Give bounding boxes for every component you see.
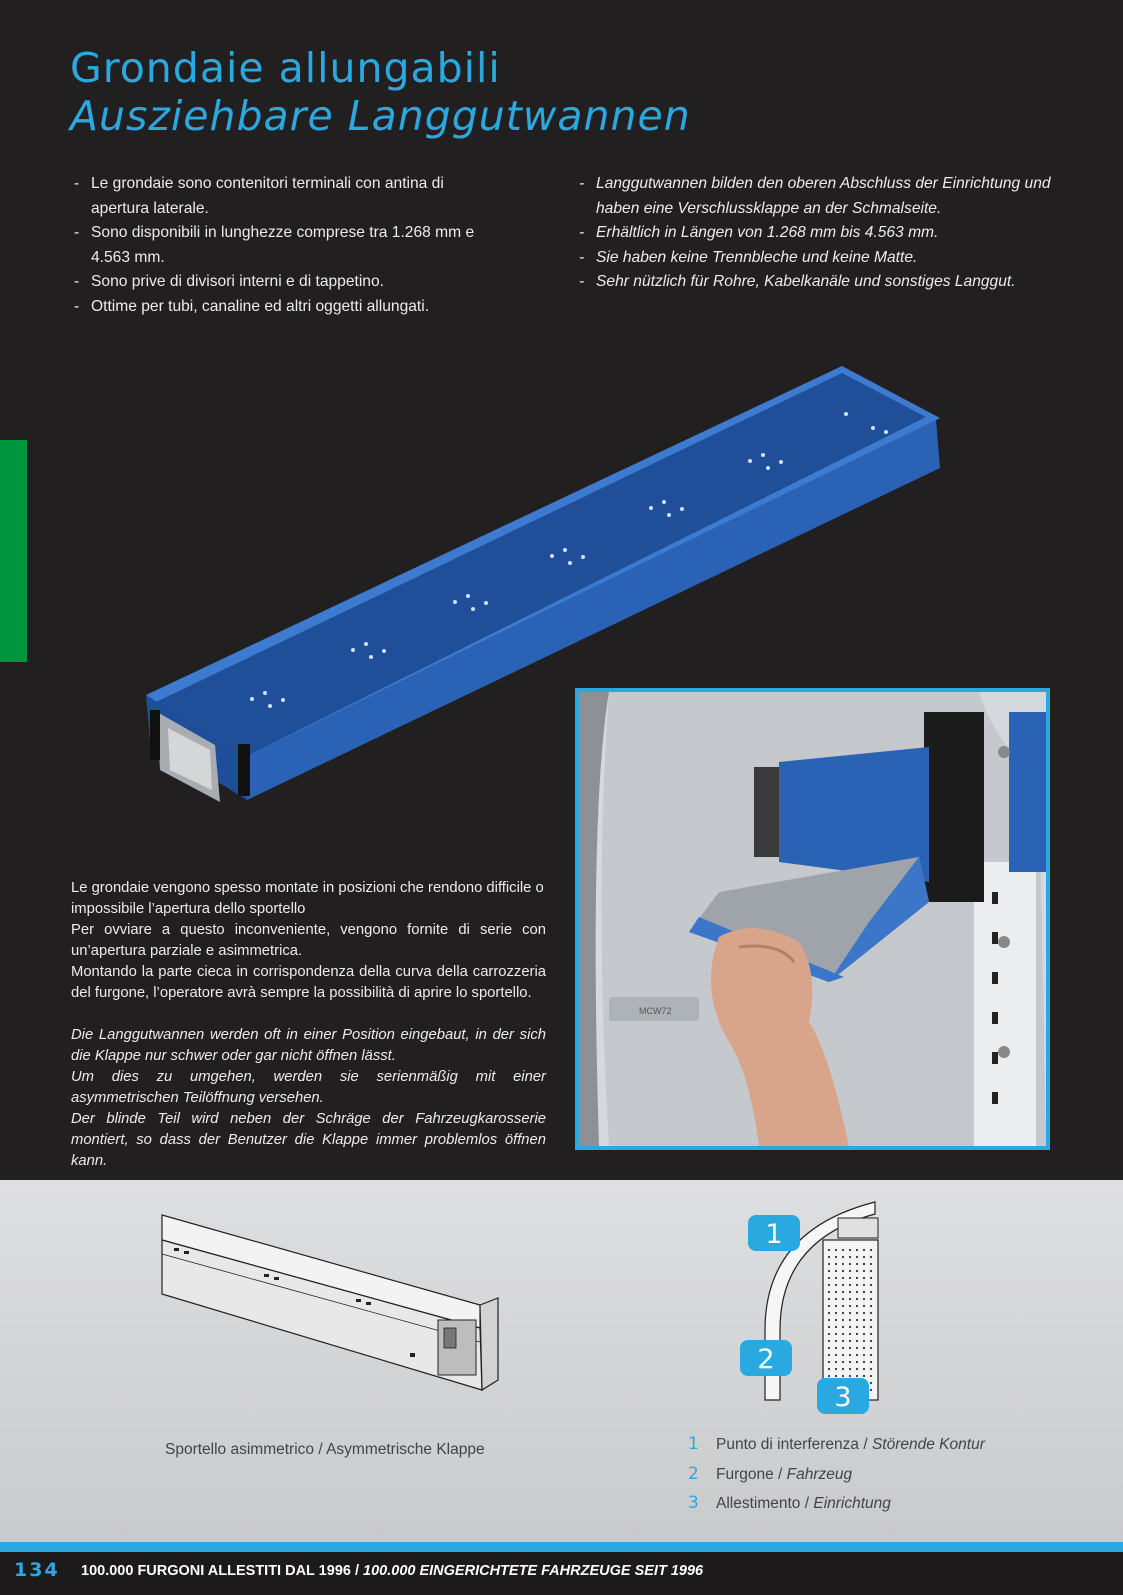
perforation-dot [856,1368,858,1370]
legend-text-it: Furgone [716,1465,774,1483]
perforation-dot [842,1270,844,1272]
perforation-dot [849,1263,851,1265]
perforation-dot [856,1326,858,1328]
diagram-legend [688,1430,985,1519]
paragraph: Die Langgutwannen werden oft in einer Position eingebaut, in der sich die Klappe nur schwer oder gar nicht öffnen lässt. [71,1027,546,1064]
description-italian [71,878,546,1004]
perforation-dot [842,1368,844,1370]
perforation-dot [842,1340,844,1342]
perforation-dot [835,1298,837,1300]
perforation-dot [828,1368,830,1370]
perforation-dot [835,1354,837,1356]
bullet-item: - Ottime per tubi, canaline ed altri oggetti allungati. [71,295,491,320]
perforation-dot [856,1249,858,1251]
legend-text-de: Störende Kontur [871,1436,985,1453]
perforation-dot [842,1347,844,1349]
perforation-dot [863,1319,865,1321]
perforation-dot [849,1347,851,1349]
paragraph: Um dies zu umgehen, werden sie serienmäßig mit einer asymmetrischen Teilöffnung versehen. [71,1069,546,1106]
perforation-dot [870,1256,872,1258]
perforation-dot [828,1277,830,1279]
perforation-dot [849,1368,851,1370]
legend-separator: / [859,1436,872,1453]
perforation-dot [849,1340,851,1342]
perforation-dot [828,1298,830,1300]
perforation-dot [835,1319,837,1321]
perforation-dot [835,1375,837,1377]
perforation-dot [835,1284,837,1286]
perforation-dot [828,1263,830,1265]
perforation-dot [863,1368,865,1370]
perforation-dot [835,1347,837,1349]
bullet-item: - Sono prive di divisori interni e di tappetino. [71,270,491,295]
perforation-dot [870,1340,872,1342]
perforation-dot [849,1326,851,1328]
perforation-dot [863,1291,865,1293]
description-german [71,1025,546,1172]
perforation-dot [828,1319,830,1321]
badge-2-label: 2 [757,1344,775,1375]
perforation-dot [842,1361,844,1363]
bullet-item: - Langgutwannen bilden den oberen Abschluss der Einrichtung und haben eine Verschlussklappe an der Schmalseite. [576,172,1066,221]
perforation-dot [856,1256,858,1258]
bullet-item: - Le grondaie sono contenitori terminali con antina di apertura laterale. [71,172,491,221]
perforation-dot [842,1263,844,1265]
legend-separator: / [773,1465,787,1483]
legend-text-de: Einrichtung [813,1495,891,1512]
footer-text-it: 100.000 FURGONI ALLESTITI DAL 1996 / [81,1563,364,1579]
perforation-dot [863,1347,865,1349]
perforation-dot [863,1340,865,1342]
perforation-dot [849,1361,851,1363]
legend-number: 2 [688,1463,699,1484]
paragraph: Montando la parte cieca in corrispondenza della curva della carrozzeria del furgone, l’operatore avrà sempre la possibilità di aprire lo sportello. [71,964,546,1001]
bullet-item: - Sie haben keine Trennbleche und keine Matte. [576,246,1066,271]
perforation-dot [870,1291,872,1293]
perforation-dot [856,1298,858,1300]
perforation-dot [828,1340,830,1342]
perforation-dot [828,1375,830,1377]
perforation-dot [828,1284,830,1286]
perforation-dot [842,1354,844,1356]
badge-3 [817,1378,869,1414]
perforation-dot [856,1312,858,1314]
perforation-dot [842,1256,844,1258]
perforation-dot [842,1298,844,1300]
perforation-dot [828,1291,830,1293]
legend-text-it: Allestimento [716,1495,801,1512]
perforation-dot [849,1291,851,1293]
perforation-dot [828,1361,830,1363]
perforation-dot [856,1340,858,1342]
legend-item [688,1430,985,1460]
perforation-dot [870,1270,872,1272]
legend-number: 1 [688,1434,699,1454]
footer-text-de: 100.000 EINGERICHTETE FAHRZEUGE SEIT 1996 [363,1563,704,1579]
perforation-dot [849,1354,851,1356]
perforation-dot [870,1389,872,1391]
legend-separator: / [800,1495,814,1512]
perforation-dot [863,1284,865,1286]
perforation-dot [870,1326,872,1328]
perforation-dot [842,1312,844,1314]
legend-text-it: Punto di interferenza [716,1436,860,1453]
legend-item [688,1489,985,1519]
paragraph: Der blinde Teil wird neben der Schräge der Fahrzeugkarosserie montiert, so dass der Benutzer die Klappe immer problemlos öffnen kann. [71,1111,546,1169]
perforation-dot [863,1263,865,1265]
perforation-dot [849,1333,851,1335]
perforation-dot [856,1375,858,1377]
perforation-dot [849,1298,851,1300]
perforation-dot [863,1298,865,1300]
perforation-dot [863,1249,865,1251]
perforation-dot [870,1312,872,1314]
perforation-dot [835,1270,837,1272]
perforation-dot [863,1354,865,1356]
asymmetric-flap-drawing [160,1210,500,1390]
perforation-dot [842,1375,844,1377]
photo-illustration [579,692,1046,1146]
perforation-dot [863,1375,865,1377]
legend-item [688,1460,985,1490]
perforation-dot [849,1312,851,1314]
perforation-dot [849,1305,851,1307]
caption-asymmetric-flap: Sportello asimmetrico / Asymmetrische Klappe [165,1441,485,1458]
perforation-dot [863,1326,865,1328]
photo-label: MCW72 [639,1006,672,1016]
perforation-dot [842,1277,844,1279]
footer-accent-bar [0,1542,1123,1552]
perforation-dot [828,1312,830,1314]
perforation-dot [870,1249,872,1251]
legend-text-de: Fahrzeug [786,1465,853,1483]
perforation-dot [828,1354,830,1356]
perforation-dot [835,1312,837,1314]
perforation-dot [828,1333,830,1335]
perforation-dot [863,1361,865,1363]
perforation-dot [828,1270,830,1272]
perforation-dot [870,1382,872,1384]
perforation-dot [828,1347,830,1349]
paragraph: Le grondaie vengono spesso montate in posizioni che rendono difficile o impossibile l’apertura dello sportello [71,880,544,917]
perforation-dot [870,1333,872,1335]
perforation-dot [863,1333,865,1335]
installation-photo [575,688,1050,1150]
perforation-dot [828,1256,830,1258]
perforation-dot [856,1284,858,1286]
paragraph: Per ovviare a questo inconveniente, vengono fornite di serie con un’apertura parziale e asimmetrica. [71,922,546,959]
perforation-dot [849,1249,851,1251]
perforation-dot [842,1333,844,1335]
perforation-dot [863,1305,865,1307]
perforation-dot [835,1263,837,1265]
perforation-dot [849,1284,851,1286]
perforation-dot [870,1361,872,1363]
badge-1-label: 1 [765,1219,783,1250]
page-number: 134 [14,1559,60,1581]
perforation-dot [856,1263,858,1265]
perforation-dot [870,1368,872,1370]
perforation-dot [870,1284,872,1286]
perforation-dot [835,1277,837,1279]
perforation-dot [856,1361,858,1363]
perforation-dot [835,1326,837,1328]
perforation-dot [828,1305,830,1307]
perforation-dot [828,1249,830,1251]
perforation-dot [835,1361,837,1363]
badge-1 [748,1215,800,1251]
perforation-dot [856,1277,858,1279]
perforation-dot [870,1305,872,1307]
interference-diagram [745,1200,945,1420]
perforation-dot [842,1249,844,1251]
perforation-dot [828,1326,830,1328]
perforation-dot [849,1277,851,1279]
perforation-dot [856,1347,858,1349]
perforation-dot [835,1368,837,1370]
perforation-dot [863,1270,865,1272]
perforation-dot [856,1333,858,1335]
perforation-dot [863,1277,865,1279]
bullet-item: - Sehr nützlich für Rohre, Kabelkanäle und sonstiges Langgut. [576,270,1066,295]
title-german: Ausziehbare Langgutwannen [70,92,691,140]
perforation-dot [870,1319,872,1321]
perforation-dot [835,1249,837,1251]
perforation-dot [842,1291,844,1293]
perforation-dot [856,1305,858,1307]
perforation-dot [842,1326,844,1328]
perforation-dot [835,1305,837,1307]
perforation-dot [870,1277,872,1279]
perforation-dot [870,1347,872,1349]
badge-3-label: 3 [834,1382,852,1413]
perforation-dot [849,1319,851,1321]
perforation-dot [835,1340,837,1342]
perforation-dot [849,1375,851,1377]
perforation-dot [849,1270,851,1272]
legend-number: 3 [688,1493,699,1513]
title-italian: Grondaie allungabili [70,44,501,92]
perforation-dot [842,1319,844,1321]
perforation-dot [870,1263,872,1265]
perforation-dot [856,1354,858,1356]
perforation-dot [835,1291,837,1293]
perforation-dot [863,1312,865,1314]
perforation-dot [856,1270,858,1272]
perforation-dot [842,1284,844,1286]
perforation-dot [842,1305,844,1307]
perforation-dot [835,1333,837,1335]
perforation-dot [835,1256,837,1258]
perforation-dot [856,1291,858,1293]
bullet-item: - Sono disponibili in lunghezze comprese tra 1.268 mm e 4.563 mm. [71,221,491,270]
perforation-dot [856,1319,858,1321]
bullet-item: - Erhältlich in Längen von 1.268 mm bis 4.563 mm. [576,221,1066,246]
badge-2 [740,1340,792,1376]
perforation-dot [870,1298,872,1300]
perforation-dot [870,1354,872,1356]
footer-text [81,1563,703,1579]
perforation-dot [849,1256,851,1258]
perforation-dot [870,1375,872,1377]
perforation-dot [863,1256,865,1258]
